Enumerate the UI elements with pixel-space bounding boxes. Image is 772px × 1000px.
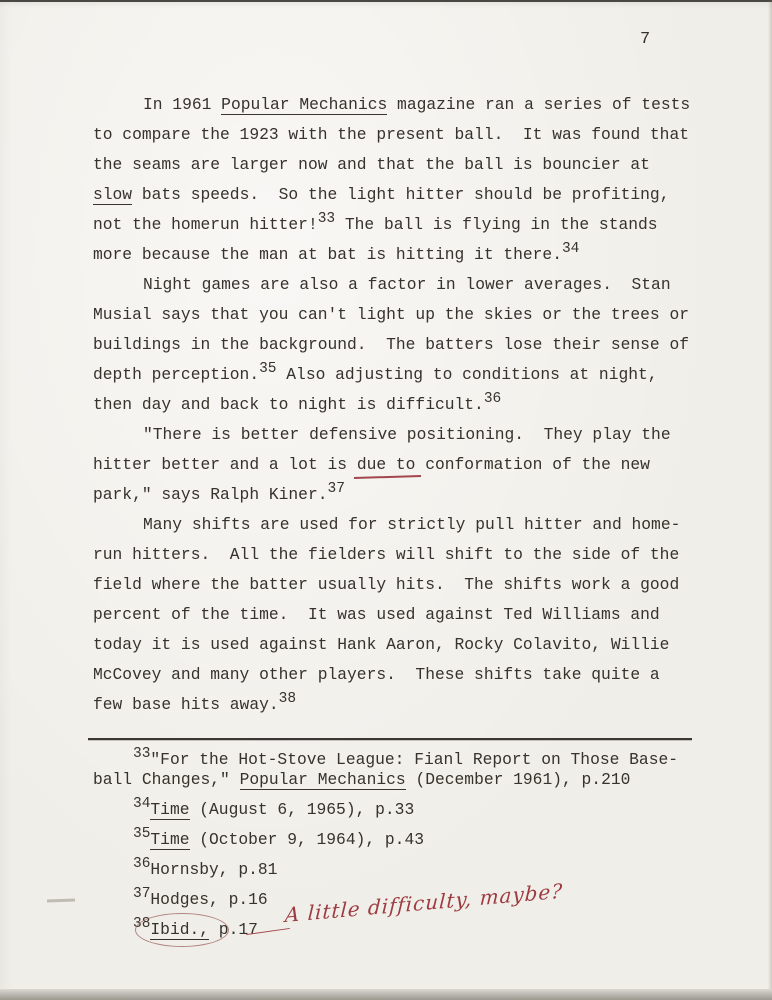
- footnotes: [93, 746, 679, 950]
- footnote-ref-number: 37: [133, 886, 151, 902]
- underlined-text: Popular Mechanics: [221, 95, 388, 114]
- paragraph: [93, 270, 690, 420]
- text-segment: Also adjusting to conditions at night,: [276, 365, 658, 384]
- text-segment: Hornsby, p.81: [150, 860, 278, 879]
- footnote-item: [93, 746, 679, 790]
- footnote-ref-number: 33: [317, 211, 336, 227]
- text-segment: (October 9, 1964), p.43: [189, 830, 424, 849]
- text-line: [93, 630, 690, 660]
- text-line: [93, 690, 690, 720]
- text-segment: ball Changes,": [93, 770, 240, 789]
- text-line: [93, 480, 690, 510]
- text-segment: Hodges, p.16: [150, 890, 268, 909]
- text-line: [93, 390, 690, 420]
- scan-edge-top: [0, 0, 772, 2]
- underlined-text: slow: [93, 185, 133, 204]
- text-segment: (August 6, 1965), p.33: [189, 800, 415, 819]
- text-segment: to compare the 1923 with the present ball. It was found that: [93, 125, 689, 144]
- text-line: [93, 240, 690, 270]
- footnote-ref-number: 35: [259, 361, 277, 377]
- text-segment: not the homerun hitter!: [93, 215, 318, 234]
- text-segment: McCovey and many other players. These shifts take quite a: [93, 665, 660, 684]
- text-line: [93, 360, 690, 390]
- text-segment: In 1961: [143, 95, 222, 114]
- text-line: [93, 150, 690, 180]
- text-line: [93, 796, 678, 820]
- footnote-item: [93, 796, 678, 820]
- scan-edge-bottom: [0, 989, 772, 1000]
- text-line: [93, 660, 690, 690]
- text-line: [93, 916, 678, 940]
- body-text: [93, 90, 690, 720]
- pencil-mark: [47, 899, 75, 903]
- text-line: [93, 210, 690, 240]
- text-line: [93, 856, 678, 880]
- scan-edge-right: [768, 0, 772, 1000]
- footnote-ref-number: 38: [278, 691, 297, 707]
- footnote-ref-number: 34: [561, 241, 580, 257]
- text-segment: Night games are also a factor in lower averages. Stan: [143, 275, 671, 294]
- page-number: 7: [640, 30, 651, 49]
- text-line: [93, 826, 678, 850]
- text-line: [93, 420, 690, 450]
- text-line: [93, 746, 679, 770]
- text-line: [93, 600, 690, 630]
- text-segment: few base hits away.: [93, 695, 279, 714]
- text-segment: park," says Ralph Kiner.: [93, 485, 328, 504]
- footnote-item: [93, 856, 678, 880]
- text-line: [93, 90, 690, 120]
- footnote-ref-number: 36: [133, 856, 151, 872]
- text-segment: The ball is flying in the stands: [335, 215, 658, 234]
- text-line: [93, 300, 690, 330]
- red-underlined-text: due to: [356, 455, 416, 474]
- underlined-text: Popular Mechanics: [239, 770, 406, 789]
- text-line: [93, 770, 678, 790]
- text-segment: "There is better defensive positioning. They play the: [143, 425, 671, 444]
- paragraph: [93, 420, 690, 510]
- text-segment: depth perception.: [93, 365, 260, 384]
- text-segment: percent of the time. It was used against Ted Williams and: [93, 605, 660, 624]
- underlined-text: Time: [150, 800, 190, 819]
- text-segment: hitter better and a lot is: [93, 455, 357, 474]
- paragraph: [93, 510, 690, 720]
- footnote-ref-number: 36: [483, 391, 502, 407]
- text-segment: Many shifts are used for strictly pull hitter and home-: [143, 515, 681, 534]
- text-segment: conformation of the new: [415, 455, 650, 474]
- text-segment: buildings in the background. The batters lose their sense of: [93, 335, 689, 354]
- footnote-separator: [88, 738, 692, 740]
- text-segment: (December 1961), p.210: [405, 770, 631, 789]
- footnote-item: [93, 916, 678, 940]
- text-segment: the seams are larger now and that the ball is bouncier at: [93, 155, 650, 174]
- footnote-item: [93, 826, 678, 850]
- text-segment: today it is used against Hank Aaron, Rocky Colavito, Willie: [93, 635, 670, 654]
- paragraph: [93, 90, 690, 270]
- text-line: [93, 330, 690, 360]
- footnote-ref-number: 37: [327, 481, 345, 497]
- text-line: [93, 450, 690, 480]
- handwritten-annotation: A little difficulty, maybe?: [284, 878, 564, 928]
- text-segment: "For the Hot-Stove League: Fianl Report on Those Base-: [150, 750, 679, 769]
- circled-text: Ibid.,: [150, 920, 210, 939]
- text-segment: then day and back to night is difficult.: [93, 395, 484, 414]
- footnote-ref-number: 35: [133, 826, 151, 842]
- text-segment: Musial says that you can't light up the skies or the trees or: [93, 305, 689, 324]
- text-line: [93, 120, 690, 150]
- text-segment: run hitters. All the fielders will shift to the side of the: [93, 545, 680, 564]
- footnote-ref-number: 33: [133, 746, 151, 762]
- text-segment: magazine ran a series of tests: [387, 95, 691, 114]
- text-line: [93, 180, 690, 210]
- underlined-text: Time: [150, 830, 190, 849]
- footnote-ref-number: 38: [133, 916, 151, 932]
- text-line: [93, 540, 690, 570]
- footnote-ref-number: 34: [133, 796, 151, 812]
- text-segment: bats speeds. So the light hitter should be profiting,: [132, 185, 670, 204]
- text-segment: more because the man at bat is hitting it there.: [93, 245, 562, 264]
- text-line: [93, 570, 690, 600]
- text-segment: field where the batter usually hits. The shifts work a good: [93, 575, 680, 594]
- text-line: [93, 510, 690, 540]
- text-line: [93, 270, 690, 300]
- text-segment: p.17: [209, 920, 258, 939]
